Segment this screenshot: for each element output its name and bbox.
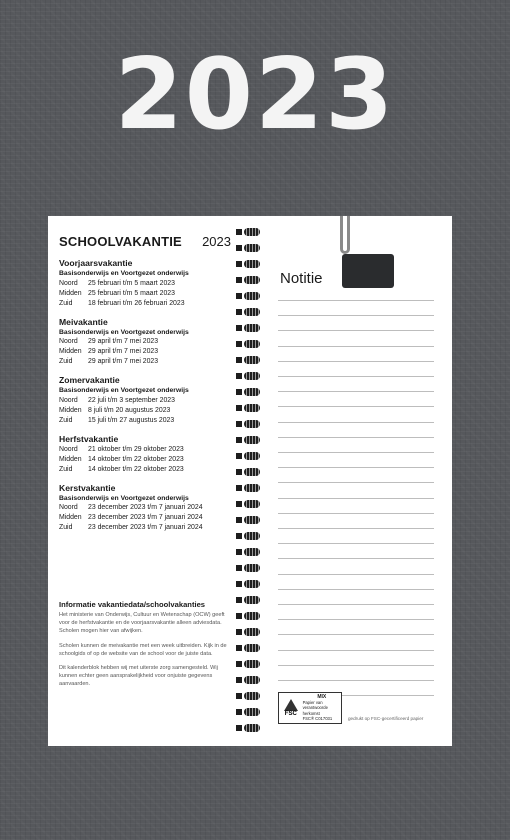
- date-range: 8 juli t/m 20 augustus 2023: [88, 406, 171, 414]
- spiral-ring: [234, 580, 262, 589]
- spiral-ring: [234, 516, 262, 525]
- spiral-ring: [234, 276, 262, 285]
- note-line: [278, 680, 434, 681]
- region-label: Midden: [59, 455, 82, 463]
- region-label: Zuid: [59, 299, 73, 307]
- spiral-ring: [234, 724, 262, 733]
- spiral-ring: [234, 628, 262, 637]
- region-label: Midden: [59, 289, 82, 297]
- vacation-subtitle: Basisonderwijs en Voortgezet onderwijs: [59, 387, 189, 394]
- page-year: 2023: [202, 234, 231, 249]
- spiral-ring: [234, 404, 262, 413]
- note-line: [278, 482, 434, 483]
- region-label: Noord: [59, 504, 78, 511]
- note-line: [278, 346, 434, 347]
- spiral-ring: [234, 260, 262, 269]
- printed-note: gedrukt op FSC-gecertificeerd papier: [348, 716, 424, 721]
- spiral-ring: [234, 548, 262, 557]
- region-label: Zuid: [59, 358, 73, 365]
- fsc-tree-icon: [282, 695, 300, 721]
- note-line: [278, 452, 434, 453]
- vacation-section: [59, 434, 233, 475]
- vacation-row: [59, 445, 233, 455]
- region-label: Noord: [59, 445, 78, 453]
- region-label: Noord: [59, 279, 78, 287]
- vacation-subtitle: Basisonderwijs en Voortgezet onderwijs: [59, 494, 189, 502]
- note-line: [278, 634, 434, 635]
- region-label: Zuid: [59, 524, 73, 531]
- note-line: [278, 406, 434, 407]
- vacation-row: [59, 513, 233, 523]
- fsc-mark-text: FSC: [284, 710, 297, 717]
- fsc-code: FSC® C017031: [302, 715, 333, 721]
- vacation-row: [59, 347, 233, 357]
- schoolvakantie-page: [48, 216, 233, 746]
- info-paragraph: Het ministerie van Onderwijs, Cultuur en Wetenschap (OCW) geeft voor de herfstvakantie en de voorjaarsvakantie alleen adviesdata. Scholen mogen hier van afwijken.: [59, 612, 225, 635]
- hanger-clip: [340, 216, 350, 254]
- note-line: [278, 619, 434, 620]
- date-range: 23 december 2023 t/m 7 januari 2024: [88, 504, 203, 511]
- vacation-row: [59, 465, 233, 475]
- date-range: 14 oktober t/m 22 oktober 2023: [88, 465, 184, 473]
- spiral-ring: [234, 292, 262, 301]
- note-line: [278, 543, 434, 544]
- date-range: 23 december 2023 t/m 7 januari 2024: [88, 524, 203, 531]
- vacation-title: Meivakantie: [59, 316, 108, 327]
- note-line: [278, 376, 434, 377]
- spiral-ring: [234, 660, 262, 669]
- note-line: [278, 589, 434, 590]
- vacation-section: [59, 258, 233, 309]
- spiral-ring: [234, 228, 262, 237]
- note-line: [278, 650, 434, 651]
- notitie-page: [262, 216, 452, 746]
- date-range: 25 februari t/m 5 maart 2023: [88, 289, 175, 297]
- spiral-ring: [234, 532, 262, 541]
- note-line: [278, 315, 434, 316]
- note-line: [278, 498, 434, 499]
- date-range: 15 juli t/m 27 augustus 2023: [88, 416, 175, 424]
- vacation-title: Voorjaarsvakantie: [59, 258, 133, 268]
- note-line: [278, 391, 434, 392]
- fsc-label: [303, 695, 341, 721]
- spiral-ring: [234, 612, 262, 621]
- date-range: 14 oktober t/m 22 oktober 2023: [88, 455, 184, 463]
- vacation-row: [59, 416, 233, 426]
- spiral-ring: [234, 468, 262, 477]
- spiral-ring: [234, 372, 262, 381]
- region-label: Midden: [59, 348, 82, 355]
- vacation-row: [59, 289, 233, 299]
- date-range: 29 april t/m 7 mei 2023: [88, 348, 159, 355]
- vacation-title: Zomervakantie: [59, 375, 120, 385]
- vacation-section: [59, 375, 233, 426]
- spiral-binding: [234, 228, 262, 738]
- vacation-row: [59, 396, 233, 406]
- notitie-heading: Notitie: [280, 270, 323, 287]
- spiral-ring: [234, 420, 262, 429]
- spiral-ring: [234, 564, 262, 573]
- region-label: Midden: [59, 406, 82, 414]
- hanging-tab: [342, 254, 394, 288]
- date-range: 29 april t/m 7 mei 2023: [88, 338, 159, 345]
- vacation-section: [59, 317, 233, 368]
- vacation-title: Kerstvakantie: [59, 482, 116, 493]
- date-range: 21 oktober t/m 29 oktober 2023: [88, 445, 184, 453]
- spiral-ring: [234, 340, 262, 349]
- page-header: [59, 234, 231, 249]
- vacation-row: [59, 406, 233, 416]
- vacation-row: [59, 299, 233, 309]
- vacation-row: [59, 455, 233, 465]
- note-line: [278, 558, 434, 559]
- spiral-ring: [234, 388, 262, 397]
- spiral-ring: [234, 644, 262, 653]
- region-label: Noord: [59, 396, 78, 404]
- spiral-ring: [234, 436, 262, 445]
- vacation-title: Herfstvakantie: [59, 433, 119, 444]
- spiral-ring: [234, 244, 262, 253]
- note-line: [278, 513, 434, 514]
- region-label: Zuid: [59, 416, 73, 424]
- page-title: SCHOOLVAKANTIE: [59, 234, 182, 249]
- spiral-ring: [234, 324, 262, 333]
- region-label: Noord: [59, 338, 78, 345]
- date-range: 22 juli t/m 3 september 2023: [88, 396, 175, 404]
- note-line: [278, 361, 434, 362]
- vacation-section: [59, 483, 233, 534]
- spiral-ring: [234, 356, 262, 365]
- region-label: Midden: [59, 514, 82, 521]
- info-block: [59, 600, 231, 695]
- vacation-row: [59, 503, 233, 513]
- vacation-row: [59, 357, 233, 367]
- note-line: [278, 467, 434, 468]
- info-paragraph: Dit kalenderblok hebben wij met uiterste zorg samengesteld. Wij kunnen echter geen aansprakelijkheid voor onjuiste gegevens aanvaarden.: [59, 665, 218, 688]
- note-line: [278, 604, 434, 605]
- spiral-ring: [234, 484, 262, 493]
- vacation-row: [59, 337, 233, 347]
- date-range: 18 februari t/m 26 februari 2023: [88, 299, 185, 307]
- vacation-row: [59, 279, 233, 289]
- note-line: [278, 528, 434, 529]
- info-title: Informatie vakantiedata/schoolvakanties: [59, 600, 206, 609]
- note-line: [278, 422, 434, 423]
- spiral-ring: [234, 708, 262, 717]
- spiral-ring: [234, 692, 262, 701]
- date-range: 25 februari t/m 5 maart 2023: [88, 279, 175, 287]
- note-line: [278, 574, 434, 575]
- spiral-ring: [234, 452, 262, 461]
- fsc-line1: Papier van: [302, 700, 323, 706]
- date-range: 29 april t/m 7 mei 2023: [88, 358, 159, 365]
- vacation-subtitle: Basisonderwijs en Voortgezet onderwijs: [59, 270, 189, 277]
- spiral-ring: [234, 308, 262, 317]
- note-line: [278, 437, 434, 438]
- spiral-ring: [234, 596, 262, 605]
- fsc-mix: MIX: [317, 693, 327, 700]
- spiral-ring: [234, 500, 262, 509]
- fsc-logo: [278, 692, 342, 724]
- note-line: [278, 300, 434, 301]
- vacation-row: [59, 523, 233, 533]
- cover-year: 2023: [114, 38, 396, 152]
- spiral-ring: [234, 676, 262, 685]
- date-range: 23 december 2023 t/m 7 januari 2024: [88, 514, 203, 521]
- region-label: Zuid: [59, 465, 73, 473]
- fsc-line2: verantwoorde herkomst: [302, 705, 328, 716]
- note-line: [278, 330, 434, 331]
- vacation-sections: [59, 258, 233, 533]
- vacation-subtitle: Basisonderwijs en Voortgezet onderwijs: [59, 328, 189, 336]
- note-line: [278, 665, 434, 666]
- info-paragraph: Scholen kunnen de meivakantie met een week uitbreiden. Kijk in de schoolgids of op de website van de school voor de juiste data.: [59, 642, 227, 657]
